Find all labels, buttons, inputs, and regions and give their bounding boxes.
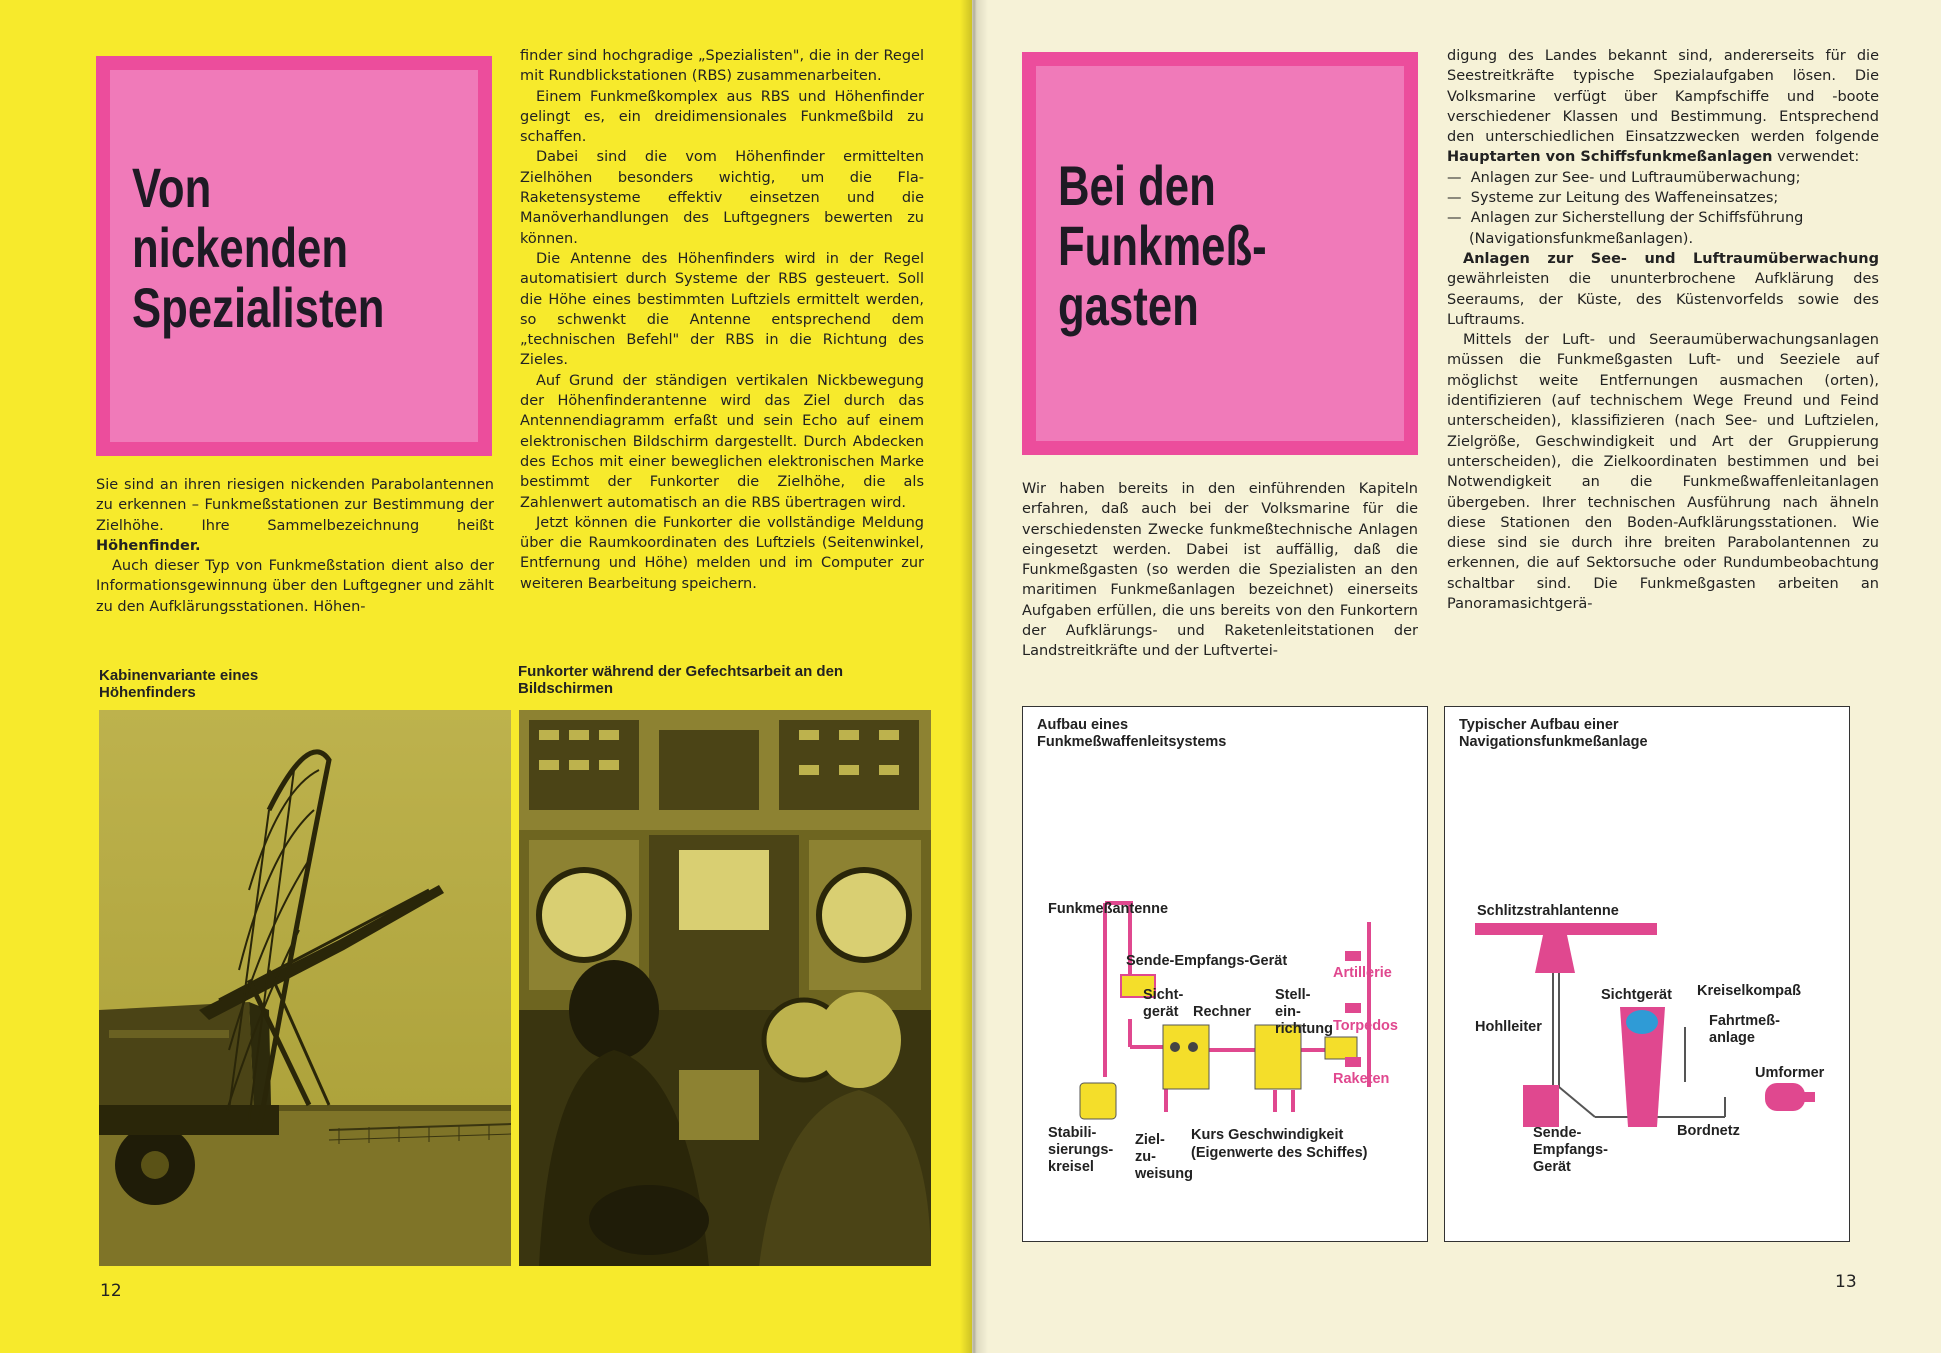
left-column-2: finder sind hochgradige „Spezialisten", die in der Regel mit Rundblickstationen (RBS) zusammenarbeiten. Einem Funkmeßkomplex aus RBS und Höhenfinder gelingt es, ein dreidimensionales Funkmeßbild zu schaffen. Dabei sind die vom Höhenfinder ermittelten Zielhöhen besonders wichtig, um die Fla-Raketensysteme effektiv einsetzen und die Manöverhandlungen des Luftgegners bewerten zu können. Die Antenne des Höhenfinders wird in der Regel automatisiert durch Systeme der RBS gesteuert. Soll die Höhe eines bestimmten Luftziels ermittelt werden, so schwenkt die Antenne entsprechend dem „technischen Befehl" der RBS in die Richtung des Zieles. Auf Grund der ständigen vertikalen Nickbewegung der Höhenfinderantenne wird das Ziel durch das Antennendiagramm erfaßt und sein Echo auf einem elektronischen Bildschirm dargestellt. Durch Abdecken des Echos mit einer beweglichen elektronischen Marke bestimmt der Funkorter die Zielhöhe, die als Zahlenwert automatisch an die RBS übertragen wird. Jetzt können die Funkorter die vollständige Meldung über die Raumkoordinaten des Luftziels (Seitenwinkel, Entfernung und Höhe) melden und im Computer zur weiteren Bearbeitung speichern.: [520, 48, 924, 592]
page-number-left: 12: [100, 1281, 122, 1301]
installation-types-list: [1447, 168, 1879, 249]
right-page: [972, 0, 1941, 1353]
left-title: Von nickenden Spezialisten: [132, 156, 385, 339]
label-computer: Rechner: [1193, 1004, 1252, 1020]
label-control: Stell- ein- richtung: [1275, 987, 1333, 1037]
label-stabilizer: Stabili- sierungs- kreisel: [1048, 1125, 1114, 1175]
diagram1-title: Aufbau eines Funkmeßwaffenleitsystems: [1037, 717, 1227, 750]
list-item: — Anlagen zur See- und Luftraumüberwachung;: [1447, 169, 1801, 186]
right-column-1: Wir haben bereits in den einführenden Kapiteln erfahren, daß auch bei der Volksmarine für die verschiedensten Zwecke funkmeßtechnische Anlagen eingesetzt werden. Dabei ist auffällig, daß die Funkmeßgasten (so werden die Spezialisten an den maritimen Funkmeßanlagen bezeichnet) einerseits Aufgaben erfüllen, die uns bereits von den Funkortern der Aufklärungs- und Raketenleitstationen der Landstreitkräfte und der Luftvertei-: [1022, 481, 1418, 660]
label-mains: Bordnetz: [1677, 1123, 1740, 1139]
left-intro-text: Sie sind an ihren riesigen nickenden Parabolantennen zu erkennen – Funkmeßstationen zur Bestimmung der Zielhöhe. Ihre Sammelbezeichnung heißt Höhenfinder. Auch dieser Typ von Funkmeßstation dient also der Informationsgewinnung über den Luftgegner und zählt zu den Aufklärungsstationen. Höhen-: [96, 477, 494, 615]
right-title: Bei den Funkmeß- gasten: [1058, 154, 1267, 337]
label-transceiver: Sende-Empfangs-Gerät: [1126, 953, 1288, 969]
label-torpedos: Torpedos: [1333, 1018, 1398, 1034]
list-item: — Anlagen zur Sicherstellung der Schiffsführung (Navigationsfunkmeßanlagen).: [1447, 210, 1804, 247]
weapon-control-diagram: [1022, 706, 1428, 1242]
diagram2-title: Typischer Aufbau einer Navigationsfunkmeßanlage: [1459, 717, 1648, 750]
photo2-caption: Funkorter während der Gefechtsarbeit an den Bildschirmen: [518, 663, 844, 697]
right-column-2: digung des Landes bekannt sind, andererseits für die Seestreitkräfte typische Spezialaufgaben lösen. Die Volksmarine verfügt über Kampfschiffe und -boote verschiedener Klassen und Bestimmung. Entsprechend den unterschiedlichen Einsatzzwecken werden folgende Hauptarten von Schiffsfunkmeßanlagen verwendet: — Anlagen zur See- und Luftraumüberwachung; — Systeme zur Leitung des Waffeneinsatzes; — Anlagen zur Sicherstellung der Schiffsführung (Navigationsfunkmeßanlagen). Anlagen zur See- und Luftraumüberwachung gewährleisten die ununterbrochene Aufklärung des Seeraums, der Küste, des Küstenvorfelds sowie des Luftraums. Mittels der Luft- und Seeraumüberwachungsanlagen müssen die Funkmeßgasten Luft- und Seeziele auf möglichst weite Entfernungen ausmachen (orten), identifizieren (auf technischem Wege Freund und Feind unterscheiden), klassifizieren (nach See- und Luftzielen, Zielgröße, Geschwindigkeit und Art der Gruppierung unterscheiden), die Zielkoordinaten bestimmen und bei Notwendigkeit an die Funkmeßwaffenleitanlagen übergeben. Ihrer technischen Ausführung nach ähneln diese Stationen den Boden-Aufklärungsstationen. Wie diese sind sie durch ihre breiten Parabolantennen zu erkennen, die auf Sektorsuche oder Rundumbeobachtung schaltbar sind. Die Funkmeßgasten arbeiten an Panoramasichtgerä-: [1447, 48, 1879, 613]
right-title-box: [1022, 52, 1418, 455]
list-item: — Systeme zur Leitung des Waffeneinsatzes;: [1447, 190, 1779, 207]
label-log: Fahrtmeß- anlage: [1709, 1013, 1780, 1046]
label-waveguide: Hohlleiter: [1475, 1019, 1542, 1035]
book-gutter: [960, 0, 988, 1353]
label-rockets: Raketen: [1333, 1071, 1390, 1087]
label-transceiver: Sende- Empfangs- Gerät: [1533, 1125, 1608, 1175]
photo1-caption: Kabinenvariante eines Höhenfinders: [99, 667, 259, 701]
height-finder-photo: [99, 710, 511, 1266]
label-course: Kurs Geschwindigkeit: [1191, 1127, 1344, 1143]
label-artillery: Artillerie: [1333, 965, 1392, 981]
left-title-box: [96, 56, 492, 456]
operators-photo: [519, 710, 931, 1266]
label-slot-antenna: Schlitzstrahlantenne: [1477, 903, 1619, 919]
navigation-radar-diagram: [1444, 706, 1850, 1242]
label-converter: Umformer: [1755, 1065, 1825, 1081]
label-display: Sicht- gerät: [1143, 987, 1184, 1020]
label-target: Ziel- zu- weisung: [1135, 1132, 1194, 1182]
label-display: Sichtgerät: [1601, 987, 1672, 1003]
label-antenna: Funkmeßantenne: [1048, 901, 1169, 917]
label-gyro: Kreiselkompaß: [1697, 983, 1801, 999]
label-own-values: (Eigenwerte des Schiffes): [1191, 1145, 1368, 1161]
page-number-right: 13: [1835, 1272, 1857, 1292]
